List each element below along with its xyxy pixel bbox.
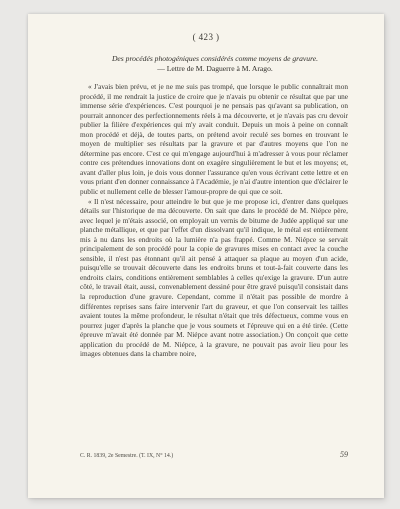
article-subtitle: — Lettre de M. Daguerre à M. Arago. bbox=[157, 64, 273, 73]
article-title: Des procédés photogéniques considérés comme moyens de gravure. bbox=[111, 54, 319, 63]
document-page bbox=[28, 14, 384, 498]
signature-number: 59 bbox=[340, 450, 348, 459]
footer-citation: C. R. 1839, 2e Semestre. (T. IX, N° 14.) bbox=[80, 453, 174, 459]
page-footer bbox=[80, 450, 348, 459]
paragraph-2: « Il n'est nécessaire, pour atteindre le but que je me propose ici, d'entrer dans quelques détails sur l'historique de ma découverte. On sait que dans le procédé de M. Niépce père, avec lequel je m'étais associé, on employait un vernis de bitume de Judée appliqué sur une planche métallique, et que par l'effet d'un dissolvant qu'il indique, le métal est entièrement mis à nu dans les endroits où la lumière n'a pas frappé. Comme M. Niépce se servait principalement de son procédé pour la copie de gravures mises en contact avec la couche sensible, il n'est pas étonnant qu'il ait pensé à attaquer sa plaque au moyen d'un acide, puisqu'elle se trouvait découverte dans les endroits bruns et tout-à-fait couverte dans les endroits clairs, conditions entièrement semblables à celles qu'exige la gravure. D'un autre côté, le travail était, aussi, convenablement dessiné pour être gravé puisqu'il consistait dans la reproduction d'une gravure. Cependant, comme il n'était pas possible de mordre à différentes reprises sans faire intervenir l'art du graveur, et que l'on conservait les tailles avaient toutes la même profondeur, le résultat n'était que très défectueux, comme vous en pourrez juger d'après la planche que je vous soumets et l'épreuve qui en a été tirée. (Cette épreuve m'avait été donnée par M. Niépce avant notre association.) On conçoit que cette application du procédé de M. Niépce, à la gravure, ne pouvait pas avoir lieu pour les images obtenues dans la chambre noire, bbox=[80, 196, 348, 359]
paragraph-1: « J'avais bien prévu, et je ne me suis pas trompé, que lorsque le public connaîtrait mon procédé, il me rendrait la justice de croire que je n'avais pu obtenir ce résultat que par une immense série d'expériences. C'est pourquoi je ne pensais pas qu'avant sa publication, on pourrait annoncer des perfectionnements réels à ma découverte, et je n'avais pas cru devoir publier la filière d'expériences qui m'y avait conduit. Depuis un mois à peine on connaît mon procédé et déjà, de toutes parts, on prétend avoir reculé ses bornes en trouvant le moyen de multiplier ses résultats par la gravure et par d'autres moyens que l'on ne détermine pas encore. C'est ce qui m'engage aujourd'hui à m'adresser à vous pour réclamer contre ces prétendues innovations dont on exagère singulièrement le but et les moyens; et, avant d'aller plus loin, je dois vous donner l'assurance qu'en vous écrivant cette lettre et en vous priant d'en donner connaissance à l'Académie, je n'ai d'autre intention que d'éclairer le public et nullement celle de blesser l'amour-propre de qui que ce soit. bbox=[80, 82, 348, 197]
article-body bbox=[80, 82, 348, 359]
article-heading bbox=[80, 54, 350, 74]
page-number: ( 423 ) bbox=[192, 32, 220, 42]
